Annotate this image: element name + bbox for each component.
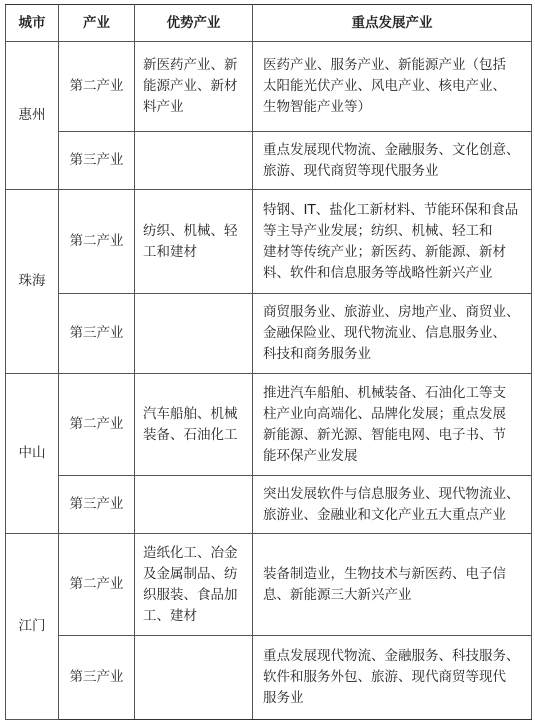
table-row — [6, 132, 532, 190]
focus-text: 重点发展现代物流、金融服务、文化创意、 旅游、现代商贸等现代服务业 — [263, 141, 520, 179]
city-cell: 惠州 — [6, 42, 59, 190]
header-focus: 重点发展产业 — [253, 5, 532, 42]
advantage-cell — [135, 636, 253, 720]
table-row — [6, 534, 532, 636]
advantage-cell — [135, 374, 253, 476]
advantage-cell — [135, 132, 253, 190]
focus-text: 装备制造业，生物技术与新医药、电子信 息、新能源三大新兴产业 — [263, 565, 506, 603]
industry-cell: 第二产业 — [59, 42, 135, 132]
industry-cell: 第三产业 — [59, 476, 135, 534]
focus-cell — [253, 190, 532, 294]
table-row — [6, 374, 532, 476]
focus-text: 突出发展软件与信息服务业、现代物流业、 旅游业、金融业和文化产业五大重点产业 — [263, 485, 520, 523]
focus-cell — [253, 132, 532, 190]
table-row — [6, 42, 532, 132]
industry-cell: 第三产业 — [59, 132, 135, 190]
industry-table — [5, 4, 532, 720]
advantage-text: 造纸化工、冶金 及金属制品、纺 织服装、食品加 工、建材 — [143, 544, 238, 624]
industry-cell: 第二产业 — [59, 190, 135, 294]
focus-cell — [253, 42, 532, 132]
advantage-cell — [135, 42, 253, 132]
advantage-cell — [135, 294, 253, 374]
advantage-text: 新医药产业、新 能源产业、新材 料产业 — [143, 57, 238, 115]
focus-text: 特钢、IT、盐化工新材料、节能环保和食品 等主导产业发展；纺织、机械、轻工和 建材等传统产业；新医药、新能源、新材 料、软件和信息服务等战略性新兴产业 — [263, 201, 519, 281]
advantage-text: 纺织、机械、轻 工和建材 — [143, 222, 238, 260]
header-advantage: 优势产业 — [135, 5, 253, 42]
advantage-cell — [135, 190, 253, 294]
advantage-text: 汽车船舶、机械 装备、石油化工 — [143, 405, 238, 443]
focus-text: 医药产业、服务产业、新能源产业（包括 太阳能光伏产业、风电产业、核电产业、 生物智能产业等） — [263, 57, 506, 115]
header-city: 城市 — [6, 5, 59, 42]
advantage-cell — [135, 476, 253, 534]
table-row — [6, 294, 532, 374]
header-row — [6, 5, 532, 42]
focus-text: 重点发展现代物流、金融服务、科技服务、 软件和服务外包、旅游、现代商贸等现代 服务业 — [263, 648, 520, 706]
city-cell: 珠海 — [6, 190, 59, 374]
focus-cell — [253, 636, 532, 720]
focus-text: 推进汽车船舶、机械装备、石油化工等支 柱产业向高端化、品牌化发展；重点发展 新能源、新光源、智能电网、电子书、节 能环保产业发展 — [263, 384, 506, 464]
focus-cell — [253, 374, 532, 476]
city-cell: 江门 — [6, 534, 59, 720]
advantage-cell — [135, 534, 253, 636]
industry-cell: 第三产业 — [59, 294, 135, 374]
industry-cell: 第二产业 — [59, 534, 135, 636]
focus-cell — [253, 294, 532, 374]
table-row — [6, 636, 532, 720]
focus-cell — [253, 534, 532, 636]
focus-text: 商贸服务业、旅游业、房地产业、商贸业、 金融保险业、现代物流业、信息服务业、 科技和商务服务业 — [263, 304, 520, 362]
industry-cell: 第三产业 — [59, 636, 135, 720]
table-row — [6, 190, 532, 294]
city-cell: 中山 — [6, 374, 59, 534]
table-row — [6, 476, 532, 534]
header-industry: 产业 — [59, 5, 135, 42]
focus-cell — [253, 476, 532, 534]
industry-cell: 第二产业 — [59, 374, 135, 476]
